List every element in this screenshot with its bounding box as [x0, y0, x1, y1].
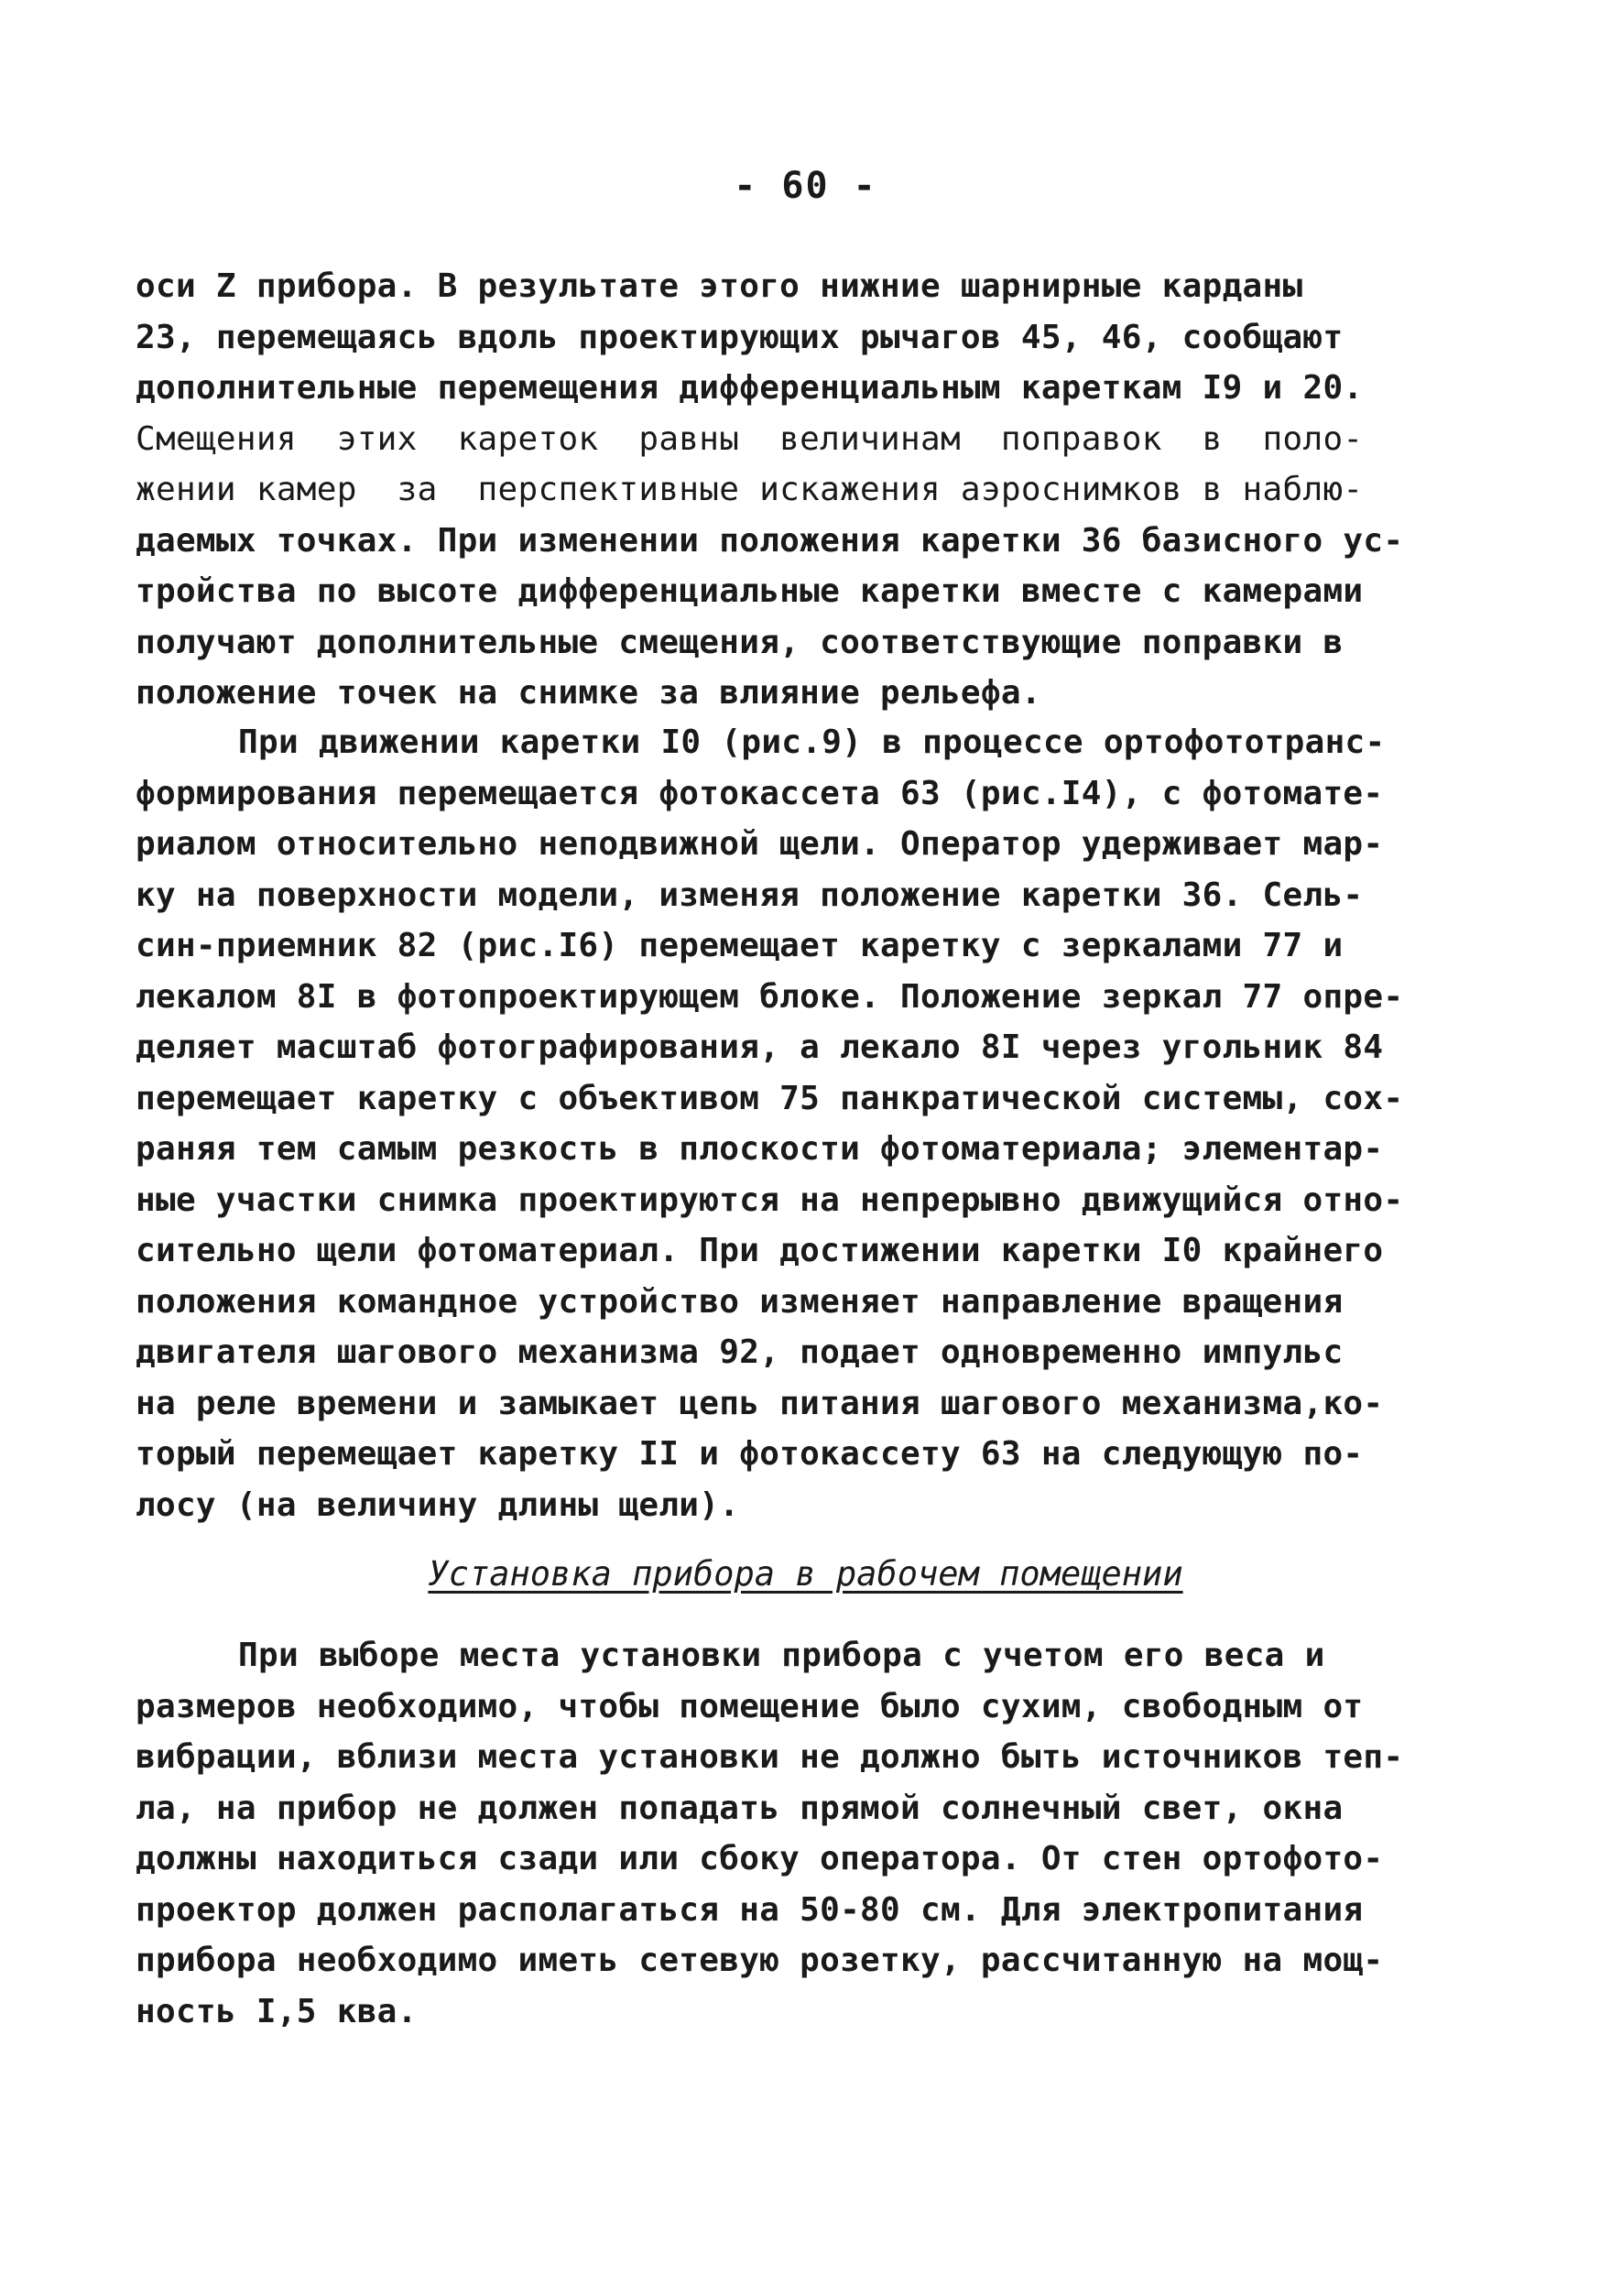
text-line: прибора необходимо иметь сетевую розетку, рассчитанную на мощ- [136, 1942, 1384, 1979]
text-line: получают дополнительные смещения, соответствующие поправки в [136, 623, 1344, 661]
page-number: - 60 - [734, 165, 877, 207]
paragraph-carriage-motion [136, 717, 1454, 1530]
text-line: проектор должен располагаться на 50-80 см. Для электропитания [136, 1890, 1364, 1929]
text-line: деляет масштаб фотографирования, а лекало 8I через угольник 84 [136, 1028, 1384, 1066]
text-line: вибрации, вблизи места установки не должно быть источников теп- [136, 1738, 1404, 1776]
text-line: двигателя шагового механизма 92, подает одновременно импульс [136, 1333, 1344, 1371]
text-line: ные участки снимка проектируются на непрерывно движущийся отно- [136, 1181, 1404, 1219]
text-line: ку на поверхности модели, изменяя положение каретки 36. Сель- [136, 876, 1364, 914]
text-line: даемых точках. При изменении положения каретки 36 базисного ус- [136, 521, 1404, 560]
text-line: оси Z прибора. В результате этого нижние шарнирные карданы [136, 267, 1303, 305]
text-line: размеров необходимо, чтобы помещение было сухим, свободным от [136, 1687, 1364, 1725]
text-line: риалом относительно неподвижной щели. Оператор удерживает мар- [136, 825, 1384, 863]
text-line: раняя тем самым резкость в плоскости фотоматериала; элементар- [136, 1130, 1384, 1168]
text-line: ность I,5 ква. [136, 1992, 418, 2030]
paragraph-installation [136, 1630, 1454, 2037]
text-line: торый перемещает каретку II и фотокассету 63 на следующую по- [136, 1435, 1364, 1473]
text-line: сительно щели фотоматериал. При достижении каретки I0 крайнего [136, 1232, 1384, 1269]
text-line: лекалом 8I в фотопроектирующем блоке. Положение зеркал 77 опре- [136, 977, 1404, 1016]
text-line: положение точек на снимке за влияние рельефа. [136, 674, 1041, 712]
text-line: 23, перемещаясь вдоль проектирующих рычагов 45, 46, сообщают [136, 318, 1344, 356]
text-line: ла, на прибор не должен попадать прямой солнечный свет, окна [136, 1789, 1344, 1827]
text-line: син-приемник 82 (рис.I6) перемещает каретку с зеркалами 77 и [136, 927, 1344, 964]
text-line: перемещает каретку с объективом 75 панкратической системы, сох- [136, 1079, 1404, 1117]
text-line: жении камер за перспективные искажения аэроснимков в наблю- [136, 471, 1364, 508]
text-line: дополнительные перемещения дифференциальным кареткам I9 и 20. [136, 369, 1364, 407]
text-line: Смещения этих кареток равны величинам поправок в поло- [136, 419, 1364, 458]
text-line: тройства по высоте дифференциальные каретки вместе с камерами [136, 572, 1364, 610]
text-line: лосу (на величину длины щели). [136, 1485, 740, 1524]
text-line: должны находиться сзади или сбоку оператора. От стен ортофото- [136, 1840, 1384, 1877]
text-line: на реле времени и замыкает цепь питания шагового механизма,ко- [136, 1384, 1384, 1422]
section-heading: Установка прибора в рабочем помещении [428, 1554, 1183, 1594]
text-line: положения командное устройство изменяет направление вращения [136, 1282, 1344, 1321]
text-line: формирования перемещается фотокассета 63 (рис.I4), с фотомате- [136, 774, 1384, 812]
paragraph-continuation [136, 261, 1454, 719]
text-line: При выборе места установки прибора с учетом его веса и [238, 1637, 1325, 1674]
text-line: При движении каретки I0 (рис.9) в процессе ортофототранс- [238, 724, 1386, 761]
